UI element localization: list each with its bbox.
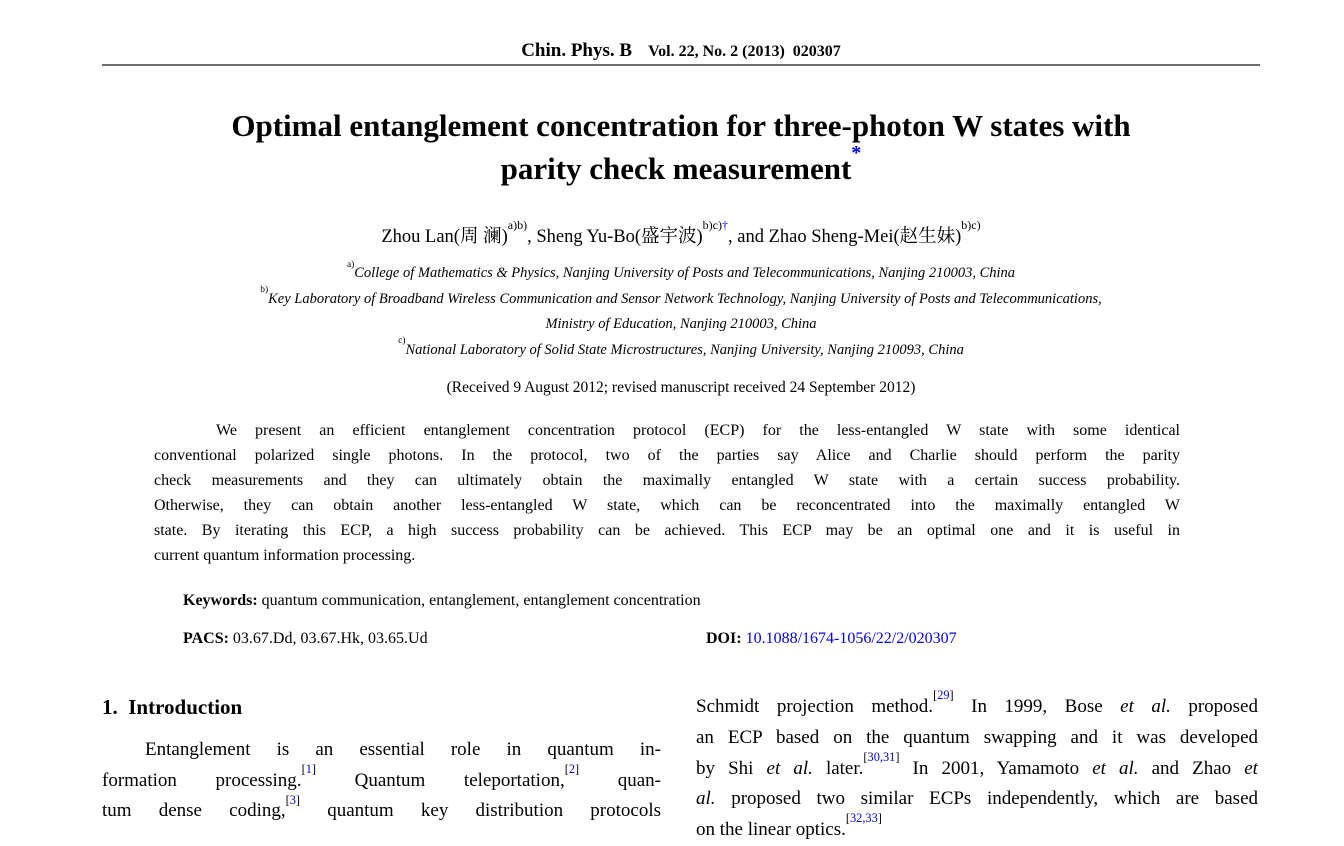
intro-right-paragraph bbox=[696, 688, 1258, 846]
text-line: parity check measurement* bbox=[500, 141, 862, 186]
text-line: Entanglement is an essential role in quantum in- bbox=[145, 738, 661, 760]
text-line: on the linear optics.[32,33] bbox=[696, 811, 882, 841]
issue-info: Vol. 22, No. 2 (2013) 020307 bbox=[648, 43, 841, 60]
affiliations bbox=[102, 261, 1260, 363]
italic-text: et bbox=[1244, 757, 1258, 779]
doi-block bbox=[706, 630, 957, 648]
text-line: formation processing.[1] Quantum teleportation,[2] quan- bbox=[102, 761, 662, 791]
text-line: state. By iterating this ECP, a high success probability can be achieved. This ECP may be an optimal one and it is useful in bbox=[154, 522, 1180, 539]
citation-ref[interactable]: [30,31] bbox=[863, 749, 900, 764]
citation-ref[interactable]: [1] bbox=[301, 761, 316, 776]
affiliation-marker: c) bbox=[398, 336, 406, 347]
italic-text: et al. bbox=[766, 757, 813, 779]
text-line: check measurements and they can ultimately obtain the maximally entangled W state with a certain success probability. bbox=[154, 472, 1180, 489]
citation-ref[interactable]: [3] bbox=[285, 792, 301, 807]
citation-ref[interactable]: [32,33] bbox=[845, 811, 882, 826]
pacs-label: PACS: bbox=[183, 630, 229, 647]
citation-number[interactable]: 30,31 bbox=[867, 749, 896, 764]
journal-header bbox=[102, 40, 1260, 62]
abstract-text bbox=[154, 418, 1180, 568]
citation-ref[interactable]: [2] bbox=[564, 761, 580, 776]
text-line: an ECP based on the quantum swapping and it was developed bbox=[696, 726, 1258, 748]
affiliation-marker: a)b) bbox=[507, 218, 528, 233]
text-line: We present an efficient entanglement concentration protocol (ECP) for the less-entangled W state with some identical bbox=[216, 422, 1180, 439]
citation-ref[interactable]: [29] bbox=[933, 688, 954, 703]
italic-text: et al. bbox=[1092, 757, 1139, 779]
text-line bbox=[102, 312, 1260, 338]
citation-number[interactable]: 3 bbox=[289, 792, 296, 807]
intro-right-column bbox=[696, 688, 1258, 846]
text-line: al. proposed two similar ECPs independently, which are based bbox=[696, 788, 1258, 810]
affiliation-marker: a) bbox=[346, 259, 355, 270]
authors-line: Zhou Lan(周 澜)$^{a)b)}$, Sheng Yu-Bo(盛宇波)$^{b)c)\dagger}$, and Zhao Sheng-Mei(赵生妹)$^{b)c)}$ bbox=[381, 218, 981, 247]
received-line: (Received 9 August 2012; revised manuscript received 24 September 2012) bbox=[446, 379, 916, 396]
italic-text: College of Mathematics & Physics, Nanjing University of Posts and Telecommunications, Nanjing 210003, China bbox=[354, 265, 1016, 281]
text-line bbox=[102, 338, 1260, 364]
keywords-row bbox=[183, 592, 1260, 610]
text-line: Schmidt projection method.[29] In 1999, Bose et al. proposed bbox=[696, 688, 1258, 717]
intro-left-column bbox=[102, 692, 661, 827]
affiliation-marker: b)c) bbox=[961, 218, 981, 233]
text-line: Otherwise, they can obtain another less-entangled W state, which can be reconcentrated into the maximally entangled W bbox=[154, 497, 1180, 514]
section-heading-introduction: 1. Introduction bbox=[102, 695, 243, 719]
italic-text: National Laboratory of Solid State Microstructures, Nanjing University, Nanjing 210093, China bbox=[405, 341, 964, 358]
italic-text: al. bbox=[696, 788, 716, 810]
text-line: tum dense coding,[3] quantum key distribution protocols bbox=[102, 792, 661, 822]
journal-name: Chin. Phys. B bbox=[521, 40, 633, 61]
citation-number[interactable]: 1 bbox=[305, 761, 312, 776]
text-line bbox=[102, 261, 1260, 287]
citation-number[interactable]: 2 bbox=[568, 761, 575, 776]
italic-text: Key Laboratory of Broadband Wireless Communication and Sensor Network Technology, Nanjing University of Posts and Telecommunications, bbox=[268, 290, 1102, 307]
text-line: conventional polarized single photons. In the protocol, two of the parties say Alice and Charlie should perform the parity bbox=[154, 447, 1180, 464]
intro-left-paragraph bbox=[102, 735, 661, 827]
footnote-link[interactable]: † bbox=[722, 218, 729, 233]
doi-link[interactable]: 10.1088/1674-1056/22/2/020307 bbox=[745, 630, 957, 647]
pacs-doi-row bbox=[183, 630, 1260, 648]
citation-number[interactable]: 32,33 bbox=[849, 811, 878, 826]
footnote-link[interactable]: * bbox=[851, 141, 862, 164]
italic-text: et al. bbox=[1120, 696, 1171, 717]
text-line: current quantum information processing. bbox=[154, 547, 416, 564]
affiliation-marker: b)c) bbox=[702, 218, 723, 233]
citation-number[interactable]: 29 bbox=[937, 688, 950, 703]
affiliation-marker: b) bbox=[260, 285, 269, 296]
keywords-label: Keywords: bbox=[183, 592, 258, 609]
keywords-text: quantum communication, entanglement, entanglement concentration bbox=[261, 592, 701, 609]
italic-text: Ministry of Education, Nanjing 210003, China bbox=[545, 316, 817, 332]
text-line bbox=[102, 287, 1260, 313]
paper-title bbox=[102, 104, 1260, 190]
text-line: by Shi et al. later.[30,31] In 2001, Yamamoto et al. and Zhao et bbox=[696, 749, 1258, 779]
doi-label: DOI: bbox=[706, 630, 742, 647]
pacs-text: 03.67.Dd, 03.67.Hk, 03.65.Ud bbox=[232, 630, 428, 647]
header-rule bbox=[102, 64, 1260, 66]
text-line: Optimal entanglement concentration for three-photon W states with bbox=[231, 108, 1131, 143]
